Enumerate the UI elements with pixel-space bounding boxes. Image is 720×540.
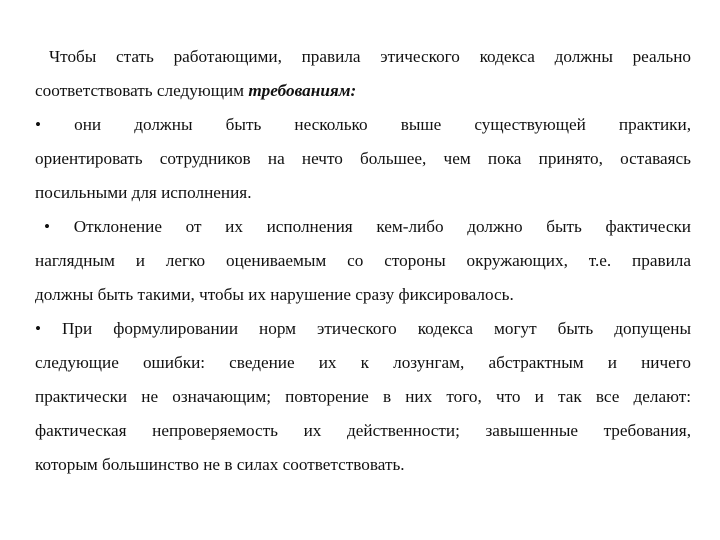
document-text: [35, 40, 691, 482]
bullet-3-marker: •: [35, 319, 42, 338]
bullet-3-line-2: [35, 346, 691, 380]
bullet-2-text-1: Отклонение от их исполнения кем-либо должно быть фактически: [73, 217, 691, 236]
bullet-1-line-1: [35, 108, 691, 142]
bullet-1-line-2: [35, 142, 691, 176]
bullet-2-text-3: должны быть такими, чтобы их нарушение сразу фиксировалось.: [35, 285, 514, 304]
bullet-3-line-4: [35, 414, 691, 448]
bullet-2-line-1: [35, 210, 691, 244]
bullet-2-line-2: [35, 244, 691, 278]
intro-line-1-text: Чтобы стать работающими, правила этического кодекса должны реально: [49, 47, 691, 66]
bullet-3-text-2: следующие ошибки: сведение их к лозунгам, абстрактным и ничего: [35, 353, 691, 372]
bullet-2-line-3: [35, 278, 691, 312]
bullet-3-line-3: [35, 380, 691, 414]
bullet-1-marker: •: [35, 115, 42, 134]
intro-line-2-prefix: соответствовать следующим: [35, 81, 249, 100]
requirements-emphasis: требованиям:: [248, 81, 357, 100]
bullet-1-text-1: они должны быть несколько выше существующей практики,: [74, 115, 692, 134]
bullet-2-text-2: наглядным и легко оцениваемым со стороны окружающих, т.е. правила: [35, 251, 691, 270]
bullet-3-text-5: которым большинство не в силах соответствовать.: [35, 455, 405, 474]
bullet-3-line-1: [35, 312, 691, 346]
intro-line-2: [35, 74, 691, 108]
bullet-3-line-5: [35, 448, 691, 482]
bullet-3-text-1: При формулировании норм этического кодекса могут быть допущены: [62, 319, 691, 338]
bullet-3-text-3: практически не означающим; повторение в них того, что и так все делают:: [35, 387, 691, 406]
bullet-1-line-3: [35, 176, 691, 210]
intro-line-1: [35, 40, 691, 74]
bullet-1-text-2: ориентировать сотрудников на нечто большее, чем пока принято, оставаясь: [35, 149, 691, 168]
bullet-3-text-4: фактическая непроверяемость их действенности; завышенные требования,: [35, 421, 691, 440]
bullet-2-marker: •: [44, 217, 51, 236]
bullet-1-text-3: посильными для исполнения.: [35, 183, 252, 202]
